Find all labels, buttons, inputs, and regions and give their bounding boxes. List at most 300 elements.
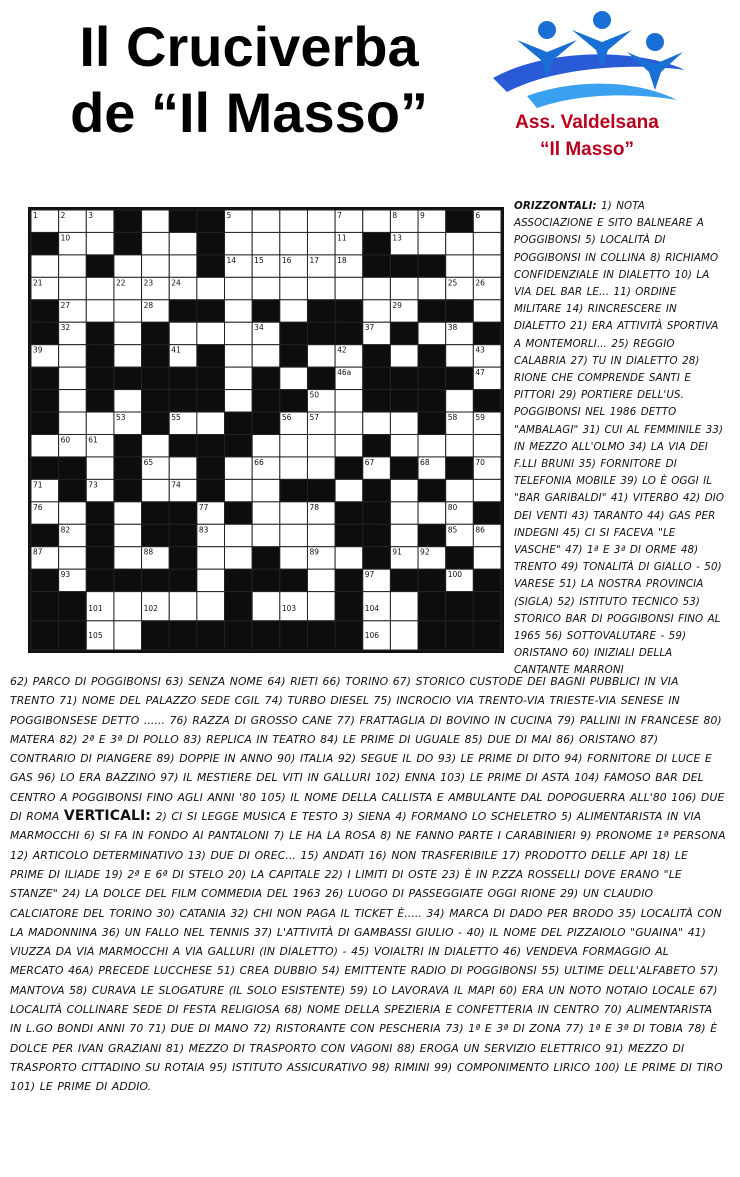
black-cell: [86, 569, 114, 591]
clue-number: 90: [364, 547, 375, 557]
black-cell: [225, 412, 253, 434]
white-cell[interactable]: [280, 524, 308, 546]
black-cell: [307, 300, 335, 322]
clue-number: 81: [475, 502, 485, 512]
clue-number: 19: [364, 255, 375, 265]
white-cell[interactable]: [307, 345, 335, 367]
clue-number: 46a: [337, 368, 352, 378]
black-cell: [86, 524, 114, 546]
white-cell[interactable]: [307, 210, 335, 232]
black-cell: [142, 345, 170, 367]
clue-number: 29: [392, 300, 402, 310]
white-cell[interactable]: [225, 367, 253, 389]
black-cell: [335, 621, 363, 650]
black-cell: [197, 479, 225, 501]
white-cell[interactable]: [86, 277, 114, 299]
white-cell[interactable]: [86, 457, 114, 479]
black-cell: [363, 367, 391, 389]
white-cell[interactable]: [59, 390, 87, 412]
white-cell[interactable]: [418, 502, 446, 524]
clue-number: 58: [447, 413, 458, 423]
title-line-2: de “Il Masso”: [70, 81, 428, 144]
black-cell: [280, 322, 308, 344]
black-cell: [418, 479, 446, 501]
white-cell[interactable]: [446, 232, 474, 254]
clue-number: 102: [143, 603, 158, 613]
clue-number: 25: [447, 278, 458, 288]
orizzontali-heading: ORIZZONTALI:: [514, 200, 597, 212]
black-cell: [307, 621, 335, 650]
white-cell[interactable]: [59, 367, 87, 389]
white-cell[interactable]: [390, 621, 418, 650]
clue-number: 70: [475, 457, 485, 467]
white-cell[interactable]: [446, 255, 474, 277]
clue-number: 18: [337, 255, 347, 265]
black-cell: [225, 434, 253, 456]
white-cell[interactable]: [473, 300, 501, 322]
clue-number: 52: [33, 413, 43, 423]
white-cell[interactable]: [473, 255, 501, 277]
white-cell[interactable]: [59, 255, 87, 277]
clue-number: 13: [392, 233, 402, 243]
clue-number: 3: [88, 211, 94, 220]
black-cell: [197, 255, 225, 277]
black-cell: [169, 390, 197, 412]
white-cell[interactable]: [390, 502, 418, 524]
white-cell[interactable]: [142, 479, 170, 501]
white-cell[interactable]: [225, 277, 253, 299]
logo-line-2: “Il Masso”: [540, 139, 634, 160]
black-cell: [363, 434, 391, 456]
clue-number: 56: [281, 413, 292, 423]
black-cell: [335, 300, 363, 322]
white-cell[interactable]: [307, 457, 335, 479]
clue-number: 45: [198, 368, 209, 378]
white-cell[interactable]: [225, 457, 253, 479]
black-cell: [446, 621, 474, 650]
black-cell: [197, 232, 225, 254]
orizzontali-clues: 1) NOTA ASSOCIAZIONE E SITO BALNEARE A POGGIBONSI 5) LOCALITÀ DI POGGIBONSI IN COLLINA 8) RICHIAMO CONFIDENZIALE IN DIALETTO 10) LA VIA DEL BAR LE... 11) ORDINE MILITARE 14) RINCRESCERE IN DIALETTO 21) ERA ATTIVITÀ SPORTIVA A MONTEMORLI... 25) REGGIO CALABRIA 27) TU IN DIALETTO 28) RIONE CHE COMPRENDE SANTI E PITTORI 29) PORTIERE DELL'US. POGGIBONSI NEL 1986 DETTO "AMBALAGI" 31) CUI AL FEMMINILE 33) IN MEZZO ALL'OLMO 34) LA VIA DEI F.LLI BRUNI 35) FORNITORE DI TELEFONIA MOBILE 39) LO È OGGI IL "BAR GARIBALDI" 41) VITERBO 42) DIO DEI VENTI 43) TARANTO 44) GAS PER INDEGNI 45) CI SI FACEVA "LE VASCHE" 47) 1ª E 3ª DI ORME 48) TRENTO 49) TONALITÀ DI GIALLO - 50) VARESE 51) LA NOSTRA PROVINCIA (SIGLA) 52) ISTITUTO TECNICO 53) STORICO BAR DI POGGIBONSI FINO AL 1965 56) SOTTOVALUTARE - 59) ORISTANO 60) INIZIALI DELLA CANTANTE MARRONI: [514, 200, 725, 677]
white-cell[interactable]: [59, 277, 87, 299]
clue-number: 6: [475, 211, 481, 220]
black-cell: [169, 300, 197, 322]
black-cell: [197, 300, 225, 322]
clue-number: 39: [33, 345, 43, 355]
black-cell: [418, 300, 446, 322]
white-cell[interactable]: [280, 367, 308, 389]
clue-number: 51: [420, 390, 430, 400]
white-cell[interactable]: [252, 210, 280, 232]
black-cell: [86, 367, 114, 389]
clue-number: 98: [392, 570, 402, 580]
white-cell[interactable]: [280, 547, 308, 569]
clue-number: 49: [198, 390, 209, 400]
clue-number: 30: [447, 300, 458, 310]
clue-number: 22: [115, 278, 126, 288]
white-cell[interactable]: [114, 524, 142, 546]
white-cell[interactable]: [252, 345, 280, 367]
white-cell[interactable]: [114, 322, 142, 344]
white-cell[interactable]: [280, 210, 308, 232]
black-cell: [473, 569, 501, 591]
black-cell: [31, 524, 59, 546]
clue-number: 67: [364, 457, 375, 467]
white-cell[interactable]: [390, 434, 418, 456]
white-cell[interactable]: [335, 479, 363, 501]
clues-bottom-block: [10, 672, 726, 1164]
white-cell[interactable]: [142, 434, 170, 456]
black-cell: [142, 569, 170, 591]
black-cell: [31, 232, 59, 254]
white-cell[interactable]: [390, 345, 418, 367]
white-cell[interactable]: [390, 277, 418, 299]
white-cell[interactable]: [390, 412, 418, 434]
white-cell[interactable]: [280, 457, 308, 479]
white-cell[interactable]: [307, 434, 335, 456]
black-cell: [335, 524, 363, 546]
black-cell: [31, 300, 59, 322]
black-cell: [473, 592, 501, 621]
white-cell[interactable]: [169, 457, 197, 479]
white-cell[interactable]: [252, 479, 280, 501]
black-cell: [446, 592, 474, 621]
white-cell[interactable]: [59, 412, 87, 434]
white-cell[interactable]: [31, 434, 59, 456]
clue-number: 89: [309, 547, 320, 557]
clue-number: 85: [447, 525, 458, 535]
white-cell[interactable]: [418, 277, 446, 299]
black-cell: [446, 367, 474, 389]
black-cell: [86, 322, 114, 344]
black-cell: [363, 390, 391, 412]
white-cell[interactable]: [252, 502, 280, 524]
white-cell[interactable]: [225, 345, 253, 367]
clue-number: 26: [475, 278, 485, 288]
white-cell[interactable]: [59, 547, 87, 569]
white-cell[interactable]: [114, 621, 142, 650]
clue-number: 94: [115, 570, 126, 580]
black-cell: [169, 524, 197, 546]
white-cell[interactable]: [252, 277, 280, 299]
black-cell: [31, 457, 59, 479]
clue-number: 72: [60, 480, 71, 490]
clue-number: 55: [171, 413, 181, 423]
clue-number: 96: [226, 570, 237, 580]
black-cell: [114, 457, 142, 479]
white-cell[interactable]: [280, 277, 308, 299]
black-cell: [390, 367, 418, 389]
black-cell: [142, 367, 170, 389]
black-cell: [446, 547, 474, 569]
clue-number: 32: [60, 323, 71, 333]
white-cell[interactable]: [114, 390, 142, 412]
black-cell: [363, 502, 391, 524]
black-cell: [225, 621, 253, 650]
clue-number: 16: [281, 255, 292, 265]
white-cell[interactable]: [363, 210, 391, 232]
white-cell[interactable]: [114, 592, 142, 621]
white-cell[interactable]: [197, 569, 225, 591]
black-cell: [197, 345, 225, 367]
white-cell[interactable]: [363, 412, 391, 434]
white-cell[interactable]: [225, 322, 253, 344]
white-cell[interactable]: [31, 255, 59, 277]
white-cell[interactable]: [225, 479, 253, 501]
white-cell[interactable]: [335, 390, 363, 412]
white-cell[interactable]: [225, 524, 253, 546]
clue-number: 17: [309, 255, 320, 265]
white-cell[interactable]: [335, 277, 363, 299]
white-cell[interactable]: [446, 434, 474, 456]
clue-number: 77: [198, 502, 209, 512]
clue-number: 84: [364, 525, 375, 535]
white-cell[interactable]: [363, 277, 391, 299]
association-logo: [487, 8, 727, 178]
clue-number: 103: [281, 603, 297, 613]
clue-number: 23: [143, 278, 154, 288]
clue-number: 47: [475, 368, 485, 378]
white-cell[interactable]: [114, 300, 142, 322]
black-cell: [59, 621, 87, 650]
black-cell: [86, 547, 114, 569]
white-cell[interactable]: [169, 592, 197, 621]
white-cell[interactable]: [252, 592, 280, 621]
clue-number: 60: [60, 435, 71, 445]
white-cell[interactable]: [280, 232, 308, 254]
logo-figures-icon: [487, 8, 727, 118]
black-cell: [418, 621, 446, 650]
clue-number: 36: [337, 323, 347, 333]
black-cell: [335, 569, 363, 591]
clue-number: 62: [171, 435, 181, 445]
clue-number: 41: [171, 345, 181, 355]
clue-number: 24: [171, 278, 181, 288]
black-cell: [142, 621, 170, 650]
white-cell[interactable]: [307, 569, 335, 591]
clue-number: 53: [115, 413, 126, 423]
clue-number: 4: [115, 211, 121, 220]
white-cell[interactable]: [252, 232, 280, 254]
white-cell[interactable]: [335, 412, 363, 434]
black-cell: [307, 367, 335, 389]
white-cell[interactable]: [142, 210, 170, 232]
clue-number: 95: [171, 570, 181, 580]
black-cell: [363, 479, 391, 501]
clue-number: 99: [420, 570, 430, 580]
white-cell[interactable]: [225, 300, 253, 322]
black-cell: [169, 367, 197, 389]
white-cell[interactable]: [252, 524, 280, 546]
black-cell: [473, 390, 501, 412]
clue-number: 80: [447, 502, 458, 512]
orizzontali-clues-column: [514, 198, 726, 677]
black-cell: [252, 569, 280, 591]
clue-number: 65: [143, 457, 154, 467]
clue-number: 87: [33, 547, 43, 557]
clue-number: 69: [447, 457, 458, 467]
black-cell: [225, 502, 253, 524]
clue-number: 48: [33, 390, 43, 400]
white-cell[interactable]: [225, 547, 253, 569]
white-cell[interactable]: [197, 412, 225, 434]
white-cell[interactable]: [142, 232, 170, 254]
black-cell: [473, 621, 501, 650]
clue-number: 57: [309, 413, 320, 423]
white-cell[interactable]: [473, 232, 501, 254]
black-cell: [335, 592, 363, 621]
white-cell[interactable]: [225, 390, 253, 412]
black-cell: [169, 621, 197, 650]
clue-number: 5: [226, 211, 232, 220]
black-cell: [390, 322, 418, 344]
black-cell: [197, 434, 225, 456]
black-cell: [418, 255, 446, 277]
clue-number: 101: [88, 603, 103, 613]
black-cell: [390, 390, 418, 412]
clue-number: 14: [226, 255, 237, 265]
black-cell: [418, 345, 446, 367]
clue-number: 92: [420, 547, 430, 557]
clue-number: 54: [143, 413, 154, 423]
clue-number: 88: [143, 547, 154, 557]
white-cell[interactable]: [335, 547, 363, 569]
white-cell[interactable]: [418, 322, 446, 344]
white-cell[interactable]: [335, 434, 363, 456]
logo-line-1: Ass. Valdelsana: [515, 112, 659, 133]
white-cell[interactable]: [59, 345, 87, 367]
white-cell[interactable]: [390, 524, 418, 546]
white-cell[interactable]: [418, 232, 446, 254]
white-cell[interactable]: [59, 502, 87, 524]
black-cell: [86, 502, 114, 524]
black-cell: [252, 547, 280, 569]
clue-number: 59: [475, 413, 485, 423]
white-cell[interactable]: [473, 434, 501, 456]
clue-number: 44: [33, 368, 43, 378]
black-cell: [59, 592, 87, 621]
black-cell: [252, 300, 280, 322]
clue-number: 43: [475, 345, 485, 355]
white-cell[interactable]: [197, 547, 225, 569]
white-cell[interactable]: [307, 232, 335, 254]
clue-number: 35: [309, 323, 320, 333]
white-cell[interactable]: [252, 434, 280, 456]
clue-number: 68: [420, 457, 430, 467]
clue-number: 21: [33, 278, 43, 288]
black-cell: [252, 621, 280, 650]
crossword-grid: [28, 207, 504, 653]
black-cell: [252, 412, 280, 434]
clue-number: 66: [254, 457, 264, 467]
white-cell[interactable]: [86, 412, 114, 434]
white-cell[interactable]: [197, 277, 225, 299]
white-cell[interactable]: [142, 255, 170, 277]
white-cell[interactable]: [307, 592, 335, 621]
white-cell[interactable]: [446, 345, 474, 367]
black-cell: [280, 345, 308, 367]
white-cell[interactable]: [169, 255, 197, 277]
clue-number: 74: [171, 480, 181, 490]
black-cell: [197, 210, 225, 232]
white-cell[interactable]: [363, 300, 391, 322]
white-cell[interactable]: [307, 277, 335, 299]
white-cell[interactable]: [169, 322, 197, 344]
clue-number: 106: [364, 630, 380, 640]
clue-number: 82: [60, 525, 71, 535]
white-cell[interactable]: [473, 547, 501, 569]
clue-number: 91: [392, 547, 402, 557]
white-cell[interactable]: [114, 502, 142, 524]
clue-number: 71: [33, 480, 43, 490]
verticali-heading: VERTICALI:: [63, 808, 152, 825]
white-cell[interactable]: [225, 232, 253, 254]
black-cell: [280, 390, 308, 412]
clue-number: 93: [60, 570, 71, 580]
clue-number: 38: [447, 323, 458, 333]
black-cell: [86, 390, 114, 412]
orizzontali-clues-continued: 62) PARCO DI POGGIBONSI 63) SENZA NOME 64) RIETI 66) TORINO 67) STORICO CUSTODE DEI BAGNI PUBBLICI IN VIA TRENTO 71) NOME DEL PALAZZO SEDE CGIL 74) TURBO DIESEL 75) INCROCIO VIA TRENTO-VIA TRIESTE-VIA SENESE IN POGGIBONSESE DETTO ...... 76) RAZZA DI GROSSO CANE 77) FRATTAGLIA DI BOVINO IN CUCINA 79) PALLINI IN FRANCESE 80) MATERA 82) 2ª E 3ª DI POLLO 83) REPLICA IN TEATRO 84) LE PRIME DI UGUALE 85) DUE DI MAI 86) ORISTANO 87) CONTRARIO DI PIANGERE 89) DOPPIE IN ANNO 90) ITALIA 92) SEGUE IL DO 93) LE PRIME DI DITO 94) FORNITORE DI LUCE E GAS 96) LO ERA BAZZINO 97) IL MESTIERE DEL VITI IN GALLURI 102) ENNA 103) LE PRIME DI ASTA 104) FAMOSO BAR DEL CENTRO A POGGIBONSI FINO AGLI ANNI '80 105) IL NOME DELLA CALLISTA E AMBULANTE DAL DOPOGUERRA ALL'80 106) DUE DI ROMA: [10, 675, 725, 824]
clue-number: 20: [392, 255, 402, 265]
white-cell[interactable]: [280, 502, 308, 524]
white-cell[interactable]: [418, 434, 446, 456]
white-cell[interactable]: [197, 592, 225, 621]
black-cell: [280, 569, 308, 591]
clue-number: 50: [309, 390, 320, 400]
black-cell: [446, 210, 474, 232]
white-cell[interactable]: [114, 547, 142, 569]
black-cell: [114, 367, 142, 389]
clue-number: 61: [88, 435, 98, 445]
clue-number: 8: [392, 211, 398, 220]
white-cell[interactable]: [307, 524, 335, 546]
page-title: [14, 14, 484, 146]
clue-number: 33: [143, 323, 154, 333]
white-cell[interactable]: [280, 434, 308, 456]
white-cell[interactable]: [446, 479, 474, 501]
clue-number: 31: [33, 323, 43, 333]
white-cell[interactable]: [86, 300, 114, 322]
black-cell: [169, 210, 197, 232]
white-cell[interactable]: [197, 322, 225, 344]
clue-number: 9: [420, 211, 425, 220]
clue-number: 105: [88, 630, 103, 640]
clue-number: 76: [33, 502, 43, 512]
black-cell: [59, 457, 87, 479]
black-cell: [335, 457, 363, 479]
white-cell[interactable]: [390, 592, 418, 621]
black-cell: [363, 345, 391, 367]
black-cell: [225, 592, 253, 621]
clue-number: 79: [337, 502, 347, 512]
clue-number: 28: [143, 300, 154, 310]
clue-number: 40: [88, 345, 98, 355]
white-cell[interactable]: [169, 232, 197, 254]
white-cell[interactable]: [280, 300, 308, 322]
white-cell[interactable]: [446, 390, 474, 412]
black-cell: [31, 569, 59, 591]
white-cell[interactable]: [86, 232, 114, 254]
white-cell[interactable]: [473, 479, 501, 501]
black-cell: [390, 457, 418, 479]
clue-number: 46: [254, 368, 264, 378]
white-cell[interactable]: [390, 479, 418, 501]
clue-number: 27: [60, 300, 71, 310]
clue-number: 2: [60, 211, 66, 220]
clue-number: 11: [337, 233, 347, 243]
white-cell[interactable]: [114, 345, 142, 367]
black-cell: [280, 621, 308, 650]
white-cell[interactable]: [114, 255, 142, 277]
